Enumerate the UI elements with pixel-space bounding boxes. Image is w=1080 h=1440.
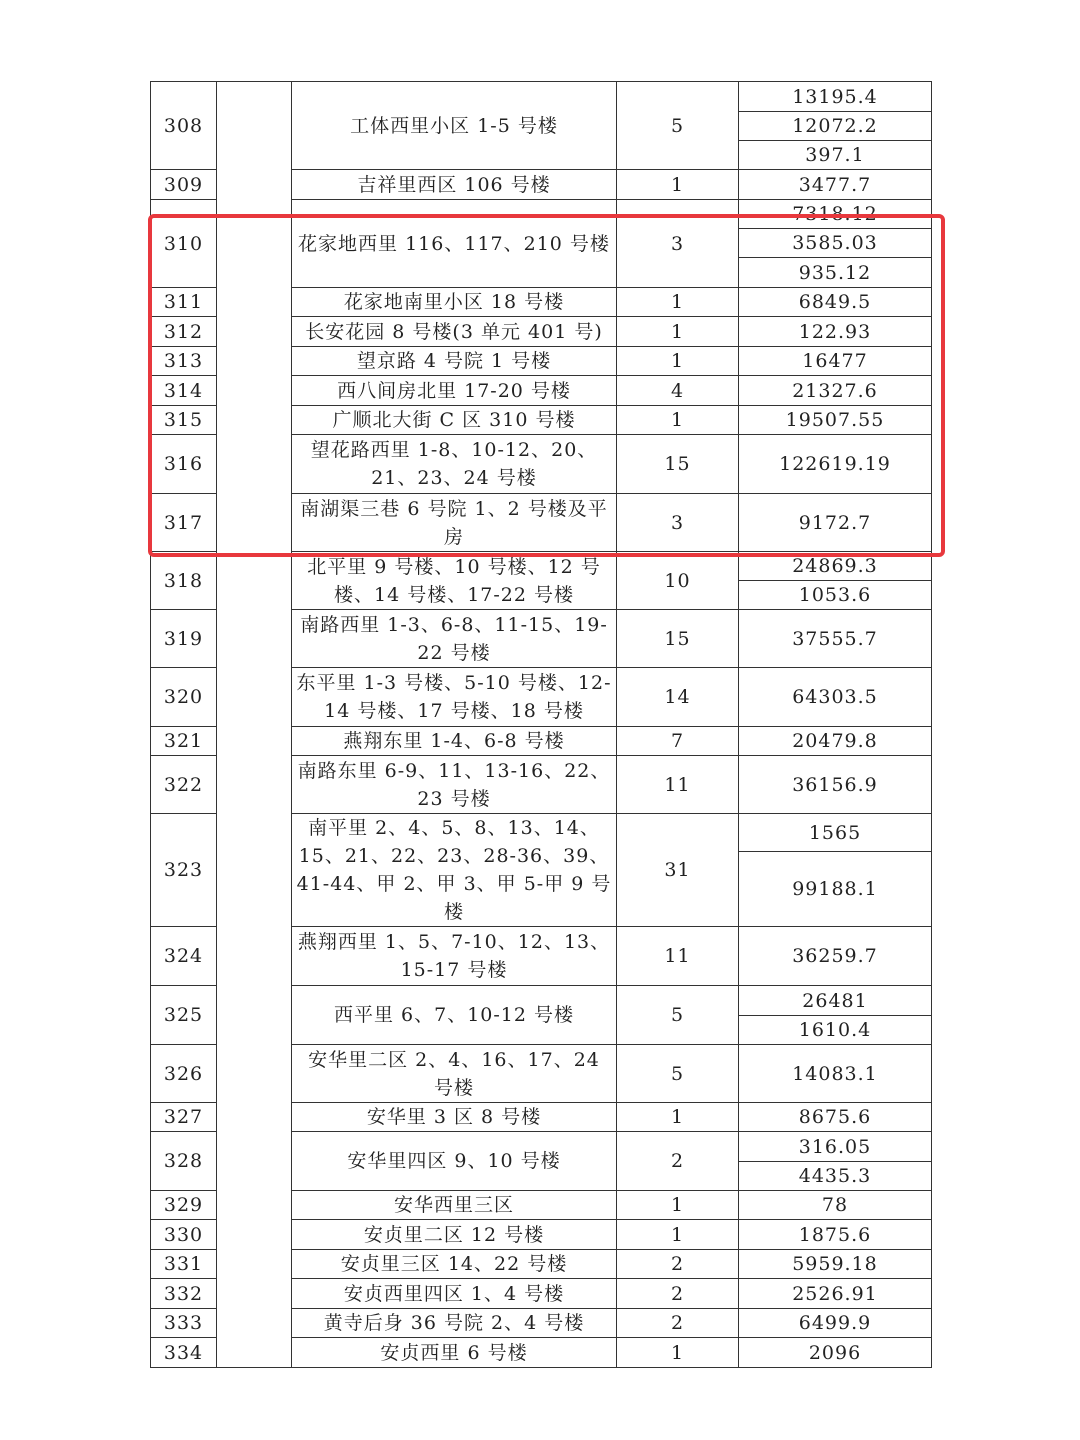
row-number: 314 [151, 376, 217, 406]
building-count: 5 [617, 1045, 739, 1103]
area-value: 37555.7 [739, 610, 932, 668]
area-value: 1565 [739, 814, 932, 852]
building-name: 南湖渠三巷 6 号院 1、2 号楼及平房 [292, 494, 617, 552]
building-count: 14 [617, 668, 739, 727]
building-count: 3 [617, 494, 739, 552]
building-count: 5 [617, 986, 739, 1045]
area-value: 36259.7 [739, 927, 932, 986]
row-number: 320 [151, 668, 217, 727]
building-count: 2 [617, 1132, 739, 1191]
building-count: 1 [617, 317, 739, 347]
row-number: 318 [151, 552, 217, 610]
building-name: 望京路 4 号院 1 号楼 [292, 347, 617, 376]
area-value: 2526.91 [739, 1279, 932, 1309]
building-count: 1 [617, 1103, 739, 1132]
building-count: 1 [617, 347, 739, 376]
row-number: 324 [151, 927, 217, 986]
building-name: 安华西里三区 [292, 1191, 617, 1220]
row-number: 312 [151, 317, 217, 347]
building-name: 西八间房北里 17-20 号楼 [292, 376, 617, 406]
building-count: 7 [617, 727, 739, 756]
area-value: 122619.19 [739, 435, 932, 494]
area-value: 13195.4 [739, 82, 932, 112]
area-value: 1875.6 [739, 1220, 932, 1250]
row-number: 334 [151, 1338, 217, 1368]
building-name: 燕翔东里 1-4、6-8 号楼 [292, 727, 617, 756]
building-count: 11 [617, 927, 739, 986]
row-number: 326 [151, 1045, 217, 1103]
building-count: 1 [617, 288, 739, 317]
area-value: 12072.2 [739, 112, 932, 141]
area-value: 21327.6 [739, 376, 932, 406]
area-value: 397.1 [739, 141, 932, 170]
area-value: 64303.5 [739, 668, 932, 727]
row-number: 311 [151, 288, 217, 317]
building-name: 南平里 2、4、5、8、13、14、15、21、22、23、28-36、39、41-44、甲 2、甲 3、甲 5-甲 9 号楼 [292, 814, 617, 927]
area-value: 122.93 [739, 317, 932, 347]
building-name: 南路东里 6-9、11、13-16、22、23 号楼 [292, 756, 617, 814]
building-name: 北平里 9 号楼、10 号楼、12 号楼、14 号楼、17-22 号楼 [292, 552, 617, 610]
row-number: 325 [151, 986, 217, 1045]
area-value: 99188.1 [739, 852, 932, 927]
building-count: 2 [617, 1309, 739, 1338]
building-count: 3 [617, 200, 739, 288]
building-name: 燕翔西里 1、5、7-10、12、13、15-17 号楼 [292, 927, 617, 986]
building-name: 黄寺后身 36 号院 2、4 号楼 [292, 1309, 617, 1338]
area-value: 1053.6 [739, 581, 932, 610]
building-name: 东平里 1-3 号楼、5-10 号楼、12-14 号楼、17 号楼、18 号楼 [292, 668, 617, 727]
building-name: 安贞西里 6 号楼 [292, 1338, 617, 1368]
table-row [151, 82, 932, 112]
building-count: 2 [617, 1279, 739, 1309]
area-value: 316.05 [739, 1132, 932, 1162]
row-number: 319 [151, 610, 217, 668]
row-number: 308 [151, 82, 217, 170]
row-number: 322 [151, 756, 217, 814]
buildings-table [150, 81, 932, 1368]
building-name: 安华里 3 区 8 号楼 [292, 1103, 617, 1132]
area-value: 935.12 [739, 258, 932, 288]
area-value: 3477.7 [739, 170, 932, 200]
area-value: 24869.3 [739, 552, 932, 581]
area-value: 14083.1 [739, 1045, 932, 1103]
building-name: 安华里二区 2、4、16、17、24 号楼 [292, 1045, 617, 1103]
area-value: 6499.9 [739, 1309, 932, 1338]
row-number: 317 [151, 494, 217, 552]
table-body [151, 82, 932, 1368]
building-count: 10 [617, 552, 739, 610]
building-name: 长安花园 8 号楼(3 单元 401 号) [292, 317, 617, 347]
building-name: 南路西里 1-3、6-8、11-15、19-22 号楼 [292, 610, 617, 668]
row-number: 313 [151, 347, 217, 376]
area-value: 19507.55 [739, 406, 932, 435]
area-value: 5959.18 [739, 1250, 932, 1279]
area-value: 26481 [739, 986, 932, 1016]
area-value: 36156.9 [739, 756, 932, 814]
row-number: 330 [151, 1220, 217, 1250]
building-name: 安贞里三区 14、22 号楼 [292, 1250, 617, 1279]
building-name: 花家地南里小区 18 号楼 [292, 288, 617, 317]
area-value: 8675.6 [739, 1103, 932, 1132]
building-name: 工体西里小区 1-5 号楼 [292, 82, 617, 170]
area-value: 2096 [739, 1338, 932, 1368]
building-name: 安贞西里四区 1、4 号楼 [292, 1279, 617, 1309]
area-value: 16477 [739, 347, 932, 376]
building-name: 花家地西里 116、117、210 号楼 [292, 200, 617, 288]
building-name: 广顺北大街 C 区 310 号楼 [292, 406, 617, 435]
building-count: 1 [617, 170, 739, 200]
building-count: 31 [617, 814, 739, 927]
row-number: 309 [151, 170, 217, 200]
row-number: 316 [151, 435, 217, 494]
building-name: 西平里 6、7、10-12 号楼 [292, 986, 617, 1045]
building-name: 望花路西里 1-8、10-12、20、21、23、24 号楼 [292, 435, 617, 494]
building-count: 11 [617, 756, 739, 814]
row-number: 328 [151, 1132, 217, 1191]
row-number: 332 [151, 1279, 217, 1309]
row-number: 310 [151, 200, 217, 288]
area-value: 3585.03 [739, 229, 932, 258]
area-value: 1610.4 [739, 1016, 932, 1045]
building-name: 安贞里二区 12 号楼 [292, 1220, 617, 1250]
district-cell [217, 82, 292, 1368]
building-count: 2 [617, 1250, 739, 1279]
row-number: 327 [151, 1103, 217, 1132]
building-count: 15 [617, 435, 739, 494]
area-value: 6849.5 [739, 288, 932, 317]
row-number: 321 [151, 727, 217, 756]
area-value: 7318.12 [739, 200, 932, 229]
building-count: 1 [617, 1191, 739, 1220]
building-count: 15 [617, 610, 739, 668]
area-value: 4435.3 [739, 1162, 932, 1191]
building-count: 1 [617, 406, 739, 435]
building-count: 1 [617, 1220, 739, 1250]
building-count: 1 [617, 1338, 739, 1368]
row-number: 331 [151, 1250, 217, 1279]
row-number: 315 [151, 406, 217, 435]
building-count: 5 [617, 82, 739, 170]
area-value: 9172.7 [739, 494, 932, 552]
row-number: 323 [151, 814, 217, 927]
area-value: 20479.8 [739, 727, 932, 756]
row-number: 329 [151, 1191, 217, 1220]
building-count: 4 [617, 376, 739, 406]
building-name: 吉祥里西区 106 号楼 [292, 170, 617, 200]
building-name: 安华里四区 9、10 号楼 [292, 1132, 617, 1191]
row-number: 333 [151, 1309, 217, 1338]
area-value: 78 [739, 1191, 932, 1220]
